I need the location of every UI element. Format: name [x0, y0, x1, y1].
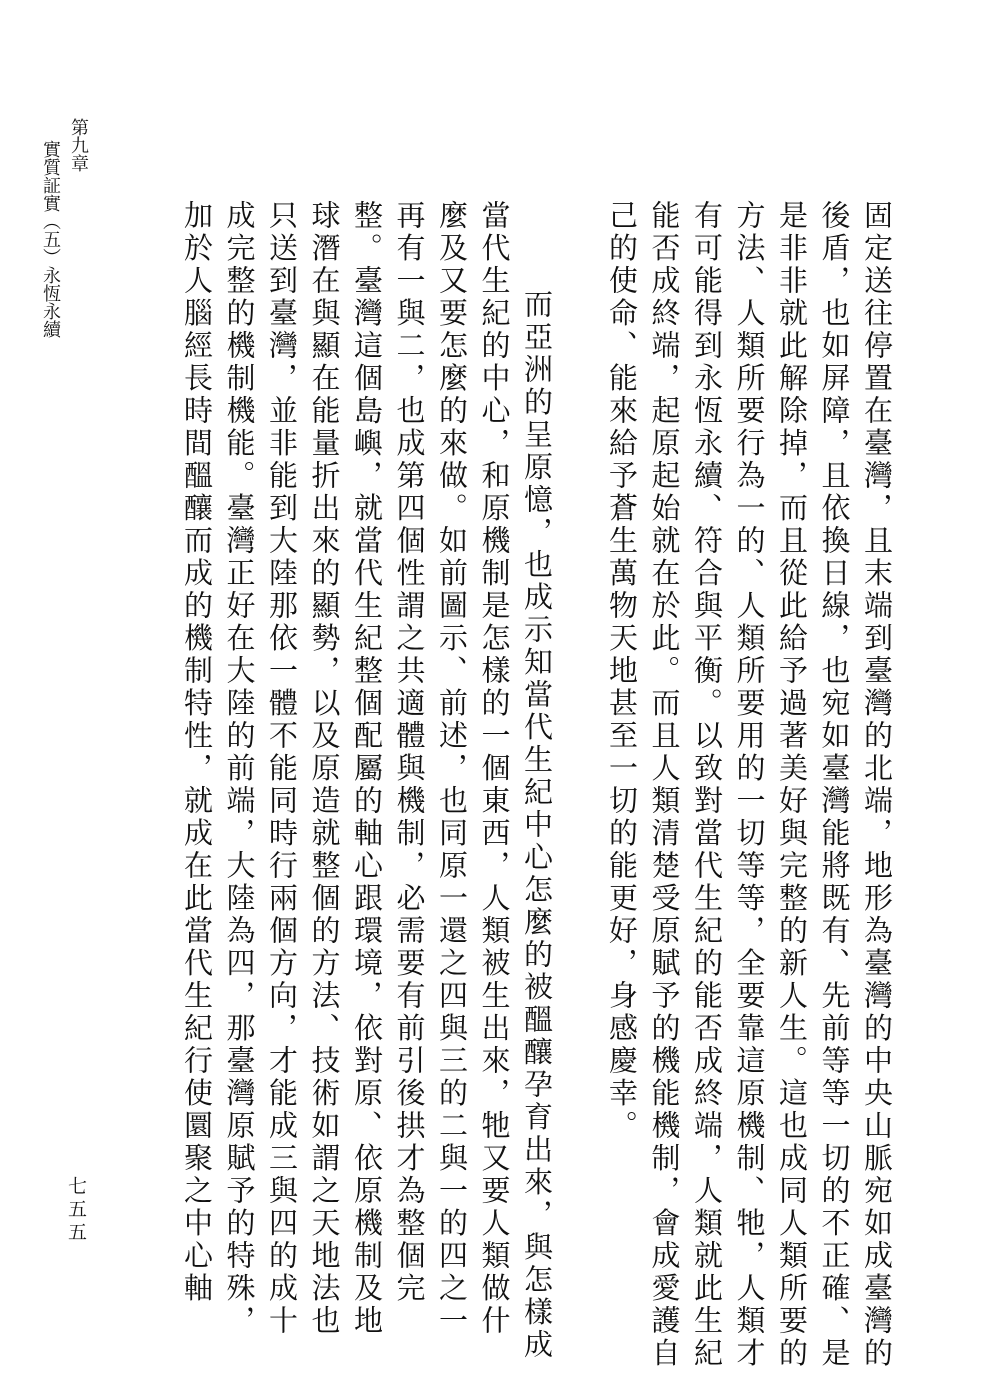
text-column: 固定送往停置在臺灣，且末端到臺灣的北端，地形為臺灣的中央山脈宛如成臺灣的	[860, 200, 894, 1370]
text-column: 再有一與二，也成第四個性謂之共適體與機制，必需要有前引後拱才為整個完	[392, 200, 427, 1305]
body-text	[128, 200, 898, 1370]
text-column: 只送到臺灣，並非能到大陸那依一體不能同時行兩個方向，才能成三與四的成十	[265, 200, 299, 1338]
text-column: 球潛在與顯在能量折出來的顯勢，以及原造就整個的方法、技術如謂之天地法也	[307, 200, 342, 1338]
text-column: 是非非就此解除掉，而且從此給予過著美好與完整的新人生。這也成同人類所要的	[775, 200, 809, 1370]
text-column: 己的使命、能來給予蒼生萬物天地甚至一切的能更好，身感慶幸。	[605, 200, 639, 1143]
text-column: 能否成終端，起原起始就在於此。而且人類清楚受原賦予的機能機制，會成愛護自	[647, 200, 682, 1370]
running-head	[40, 118, 92, 498]
text-column: 有可能得到永恆永續、符合與平衡。以致對當代生紀的能否成終端，人類就此生紀	[690, 200, 724, 1370]
chapter-label: 第九章	[68, 118, 89, 172]
text-column: 加於人腦經長時間醞釀而成的機制特性，就成在此當代生紀行使圜聚之中心軸	[180, 200, 214, 1305]
page-number: 七五五	[65, 1176, 87, 1245]
text-column: 而亞洲的呈原憶，也成示知當代生紀中心怎麼的被醞釀孕育出來，與怎樣成	[520, 289, 554, 1362]
text-column: 麼及又要怎麼的來做。如前圖示、前述，也同原一還之四與三的二與一的四之一	[435, 200, 469, 1338]
text-column: 後盾，也如屏障，且依換日線，也宛如臺灣能將既有、先前等等一切的不正確、是	[817, 200, 852, 1370]
text-column: 方法、人類所要行為一的、人類所要用的一切等等，全要靠這原機制、牠，人類才	[732, 200, 767, 1370]
paragraph-gap	[558, 200, 601, 1280]
text-column: 當代生紀的中心，和原機制是怎樣的一個東西，人類被生出來，牠又要人類做什	[477, 200, 512, 1338]
text-column: 成完整的機制機能。臺灣正好在大陸的前端，大陸為四，那臺灣原賦予的特殊，	[222, 200, 257, 1338]
text-column: 整。臺灣這個島嶼，就當代生紀整個配屬的軸心跟環境，依對原、依原機制及地	[350, 200, 384, 1338]
chapter-title: 實質証實（五）永恆永續	[40, 140, 61, 338]
